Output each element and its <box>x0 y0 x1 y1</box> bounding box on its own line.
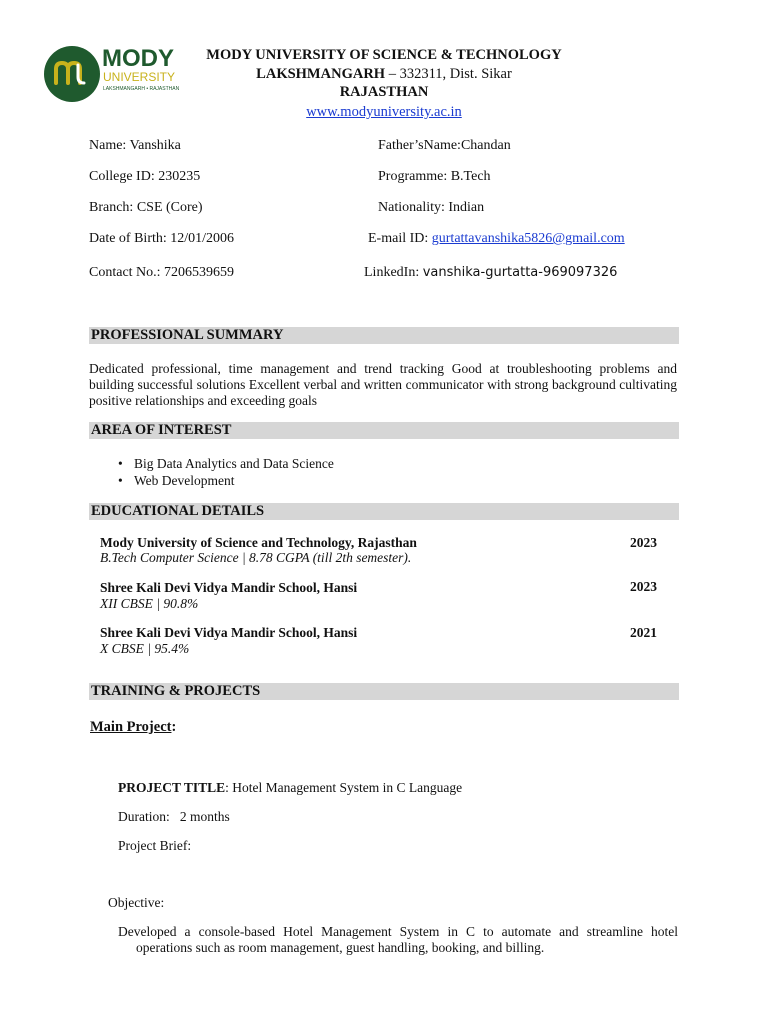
education-institution: Shree Kali Devi Vidya Mandir School, Hansi <box>100 625 358 640</box>
project-title <box>118 780 462 796</box>
email-field <box>368 231 625 247</box>
interest-item-label: Big Data Analytics and Data Science <box>134 456 334 471</box>
project-duration: Duration: 2 months <box>118 809 230 824</box>
linkedin-field <box>364 265 617 281</box>
project-brief-label: Project Brief: <box>118 838 192 853</box>
university-website-line <box>140 104 628 121</box>
linkedin-label: LinkedIn: <box>364 265 423 280</box>
interest-item-label: Web Development <box>134 473 235 488</box>
education-detail: XII CBSE | 90.8% <box>100 596 199 611</box>
nationality-field: Nationality: Indian <box>378 200 485 215</box>
bullet-icon: • <box>118 456 123 471</box>
name-field: Name: Vanshika <box>89 138 181 153</box>
main-project-heading <box>90 719 176 736</box>
programme-field: Programme: B.Tech <box>378 169 491 184</box>
main-project-label: Main Project <box>90 719 172 735</box>
interest-item <box>118 473 235 489</box>
university-name: MODY UNIVERSITY OF SCIENCE & TECHNOLOGY <box>206 47 562 63</box>
logo-text-main: MODY <box>102 45 174 72</box>
location-rest: – 332311, Dist. Sikar <box>385 66 512 82</box>
main-project-colon: : <box>171 719 177 735</box>
bullet-icon: • <box>118 473 123 488</box>
university-state: RAJASTHAN <box>339 84 429 100</box>
logo-tagline: LAKSHMANGARH • RAJASTHAN <box>103 86 180 92</box>
father-name-field: Father’sName:Chandan <box>378 138 511 153</box>
education-institution: Shree Kali Devi Vidya Mandir School, Hansi <box>100 580 358 595</box>
educational-details-heading: EDUCATIONAL DETAILS <box>89 503 679 520</box>
area-of-interest-heading: AREA OF INTEREST <box>89 422 679 439</box>
objective-text: Developed a console-based Hotel Management System in C to automate and streamline hotel operations such as room management, guest handling, booking, and billing. <box>118 924 678 955</box>
education-detail: X CBSE | 95.4% <box>100 641 190 656</box>
location-city: LAKSHMANGARH <box>256 66 386 82</box>
logo-text-sub: UNIVERSITY <box>103 70 176 84</box>
contact-field: Contact No.: 7206539659 <box>89 265 235 280</box>
training-projects-heading: TRAINING & PROJECTS <box>89 683 679 700</box>
education-year: 2021 <box>630 625 657 640</box>
education-year: 2023 <box>630 579 657 594</box>
project-title-value: : Hotel Management System in C Language <box>225 780 463 795</box>
project-title-label: PROJECT TITLE <box>118 780 226 795</box>
education-institution: Mody University of Science and Technology, Rajasthan <box>100 535 417 550</box>
email-link[interactable]: gurtattavanshika5826@gmail.com <box>431 231 625 246</box>
branch-field: Branch: CSE (Core) <box>89 200 203 215</box>
professional-summary-heading: PROFESSIONAL SUMMARY <box>89 327 679 344</box>
email-label: E-mail ID: <box>368 231 432 246</box>
university-location <box>140 66 628 83</box>
education-year: 2023 <box>630 535 657 550</box>
objective-label: Objective: <box>108 895 165 910</box>
linkedin-value: vanshika-gurtatta-969097326 <box>422 265 618 280</box>
interest-item <box>118 456 334 472</box>
education-detail: B.Tech Computer Science | 8.78 CGPA (till 2th semester). <box>100 550 412 565</box>
college-id-field: College ID: 230235 <box>89 169 201 184</box>
university-website-link[interactable]: www.modyuniversity.ac.in <box>306 104 462 120</box>
professional-summary-text: Dedicated professional, time management and trend tracking Good at troubleshooting problems and building successful solutions Excellent verbal and written communicator with strong background cultivating positive relationships and exceeding goals <box>89 361 677 408</box>
dob-field: Date of Birth: 12/01/2006 <box>89 231 235 246</box>
